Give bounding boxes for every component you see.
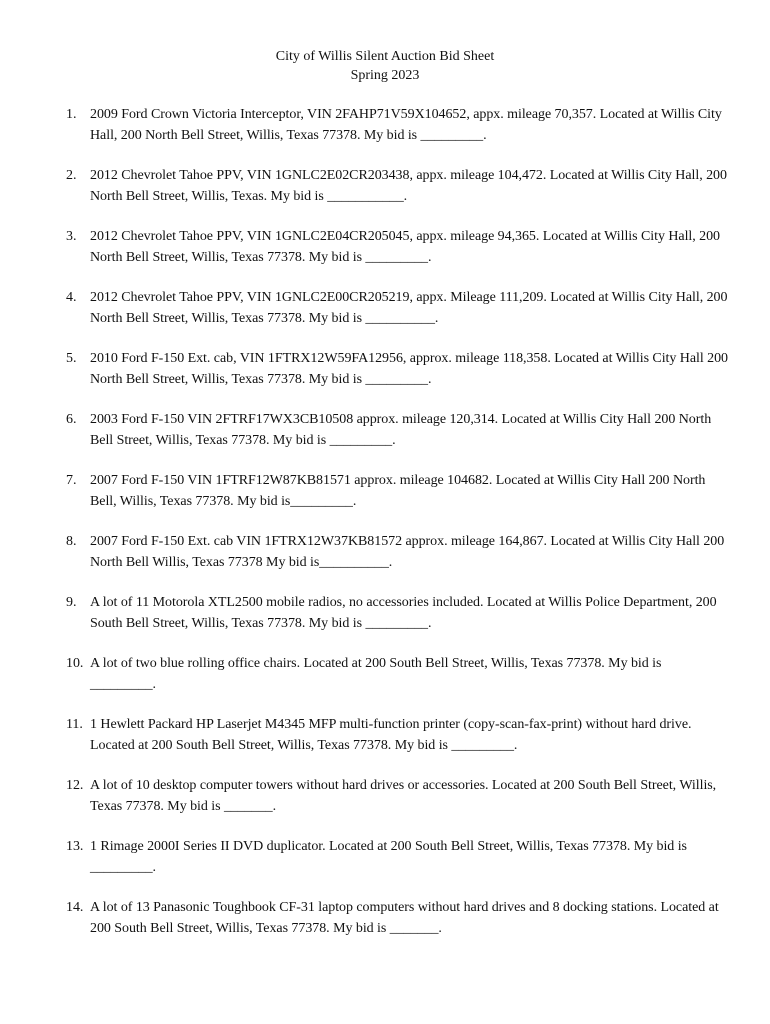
auction-item-7 xyxy=(66,470,730,531)
auction-item-11 xyxy=(66,714,730,775)
auction-item-8 xyxy=(66,531,730,592)
item-description: A lot of two blue rolling office chairs. Located at 200 South Bell Street, Willis, Texas 77378. My bid is _________. xyxy=(90,656,662,692)
auction-item-14 xyxy=(66,897,730,958)
auction-item-list xyxy=(66,104,730,958)
item-number: 3. xyxy=(66,229,77,244)
auction-item-1 xyxy=(66,104,730,165)
item-number: 13. xyxy=(66,839,84,854)
item-description: 2009 Ford Crown Victoria Interceptor, VIN 2FAHP71V59X104652, appx. mileage 70,357. Located at Willis City Hall, 200 North Bell Street, Willis, Texas 77378. My bid is _________. xyxy=(90,107,722,143)
item-number: 14. xyxy=(66,900,84,915)
item-description: 2007 Ford F-150 Ext. cab VIN 1FTRX12W37KB81572 approx. mileage 164,867. Located at Willis City Hall 200 North Bell Willis, Texas 77378 My bid is__________. xyxy=(90,534,725,570)
auction-item-3 xyxy=(66,226,730,287)
item-number: 1. xyxy=(66,107,77,122)
item-description: A lot of 13 Panasonic Toughbook CF-31 laptop computers without hard drives and 8 docking stations. Located at 200 South Bell Street, Willis, Texas 77378. My bid is _______. xyxy=(90,900,719,936)
auction-item-6 xyxy=(66,409,730,470)
item-number: 5. xyxy=(66,351,77,366)
item-description: 2007 Ford F-150 VIN 1FTRF12W87KB81571 approx. mileage 104682. Located at Willis City Hall 200 North Bell, Willis, Texas 77378. My bid is_________. xyxy=(90,473,706,509)
page-title: City of Willis Silent Auction Bid Sheet xyxy=(275,49,495,64)
item-description: 2012 Chevrolet Tahoe PPV, VIN 1GNLC2E04CR205045, appx. mileage 94,365. Located at Willis City Hall, 200 North Bell Street, Willis, Texas 77378. My bid is _________. xyxy=(90,229,720,265)
auction-item-4 xyxy=(66,287,730,348)
item-number: 2. xyxy=(66,168,77,183)
item-number: 11. xyxy=(66,717,83,732)
item-number: 8. xyxy=(66,534,77,549)
auction-item-13 xyxy=(66,836,730,897)
page-subtitle: Spring 2023 xyxy=(350,68,420,83)
item-number: 7. xyxy=(66,473,77,488)
item-description: A lot of 10 desktop computer towers without hard drives or accessories. Located at 200 South Bell Street, Willis, Texas 77378. My bid is _______. xyxy=(90,778,717,814)
item-number: 12. xyxy=(66,778,84,793)
auction-item-2 xyxy=(66,165,730,226)
item-description: 2003 Ford F-150 VIN 2FTRF17WX3CB10508 approx. mileage 120,314. Located at Willis City Hall 200 North Bell Street, Willis, Texas 77378. My bid is _________. xyxy=(90,412,712,448)
item-description: 2012 Chevrolet Tahoe PPV, VIN 1GNLC2E00CR205219, appx. Mileage 111,209. Located at Willis City Hall, 200 North Bell Street, Willis, Texas 77378. My bid is __________. xyxy=(90,290,728,326)
header xyxy=(0,47,770,85)
item-number: 10. xyxy=(66,656,84,671)
item-number: 9. xyxy=(66,595,77,610)
auction-item-12 xyxy=(66,775,730,836)
item-description: 1 Hewlett Packard HP Laserjet M4345 MFP multi-function printer (copy-scan-fax-print) without hard drive. Located at 200 South Bell Street, Willis, Texas 77378. My bid is _________. xyxy=(90,717,692,753)
item-description: 2010 Ford F-150 Ext. cab, VIN 1FTRX12W59FA12956, approx. mileage 118,358. Located at Willis City Hall 200 North Bell Street, Willis, Texas 77378. My bid is _________. xyxy=(90,351,728,387)
auction-item-5 xyxy=(66,348,730,409)
item-description: 2012 Chevrolet Tahoe PPV, VIN 1GNLC2E02CR203438, appx. mileage 104,472. Located at Willis City Hall, 200 North Bell Street, Willis, Texas. My bid is ___________. xyxy=(90,168,727,204)
auction-item-9 xyxy=(66,592,730,653)
item-description: A lot of 11 Motorola XTL2500 mobile radios, no accessories included. Located at Willis Police Department, 200 South Bell Street, Willis, Texas 77378. My bid is _________. xyxy=(90,595,717,631)
item-description: 1 Rimage 2000I Series II DVD duplicator. Located at 200 South Bell Street, Willis, Texas 77378. My bid is _________. xyxy=(90,839,687,875)
auction-item-10 xyxy=(66,653,730,714)
item-number: 6. xyxy=(66,412,77,427)
item-number: 4. xyxy=(66,290,77,305)
